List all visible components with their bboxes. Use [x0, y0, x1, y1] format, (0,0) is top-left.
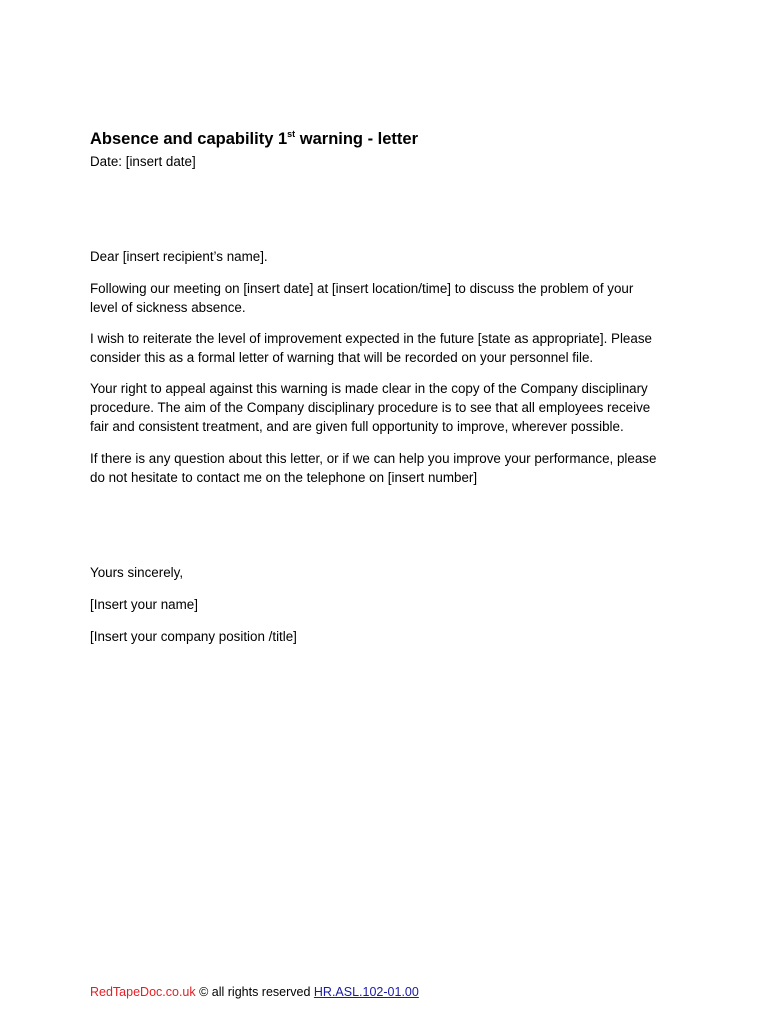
paragraph-improvement — [90, 329, 690, 367]
signature-name: [Insert your name] — [90, 597, 198, 612]
paragraph-line: consider this as a formal letter of warning that will be recorded on your personnel file. — [90, 350, 594, 365]
paragraph-line: do not hesitate to contact me on the telephone on [insert number] — [90, 470, 478, 485]
title-suffix: warning - letter — [295, 130, 419, 148]
footer-reference-link[interactable]: HR.ASL.102-01.00 — [313, 985, 419, 999]
paragraph-line: I wish to reiterate the level of improvement expected in the future [state as appropriate]. Please — [90, 331, 652, 346]
paragraph-contact — [90, 449, 690, 487]
paragraph-line: Following our meeting on [insert date] at [insert location/time] to discuss the problem of your — [90, 281, 634, 296]
paragraph-appeal — [90, 379, 690, 436]
paragraph-meeting — [90, 279, 690, 317]
salutation: Dear [insert recipient’s name]. — [90, 249, 268, 264]
title-main: Absence and capability 1 — [90, 130, 288, 148]
title-superscript: st — [287, 128, 296, 139]
footer-copyright: © all rights reserved — [195, 985, 314, 999]
document-title — [90, 129, 418, 149]
footer — [90, 984, 419, 1001]
footer-brand-link[interactable]: RedTapeDoc.co.uk — [90, 985, 196, 999]
date-line: Date: [insert date] — [90, 154, 196, 169]
paragraph-line: procedure. The aim of the Company disciplinary procedure is to see that all employees receive — [90, 400, 651, 415]
paragraph-line: Your right to appeal against this warning is made clear in the copy of the Company disciplinary — [90, 381, 648, 396]
closing-line: Yours sincerely, — [90, 565, 184, 580]
paragraph-line: level of sickness absence. — [90, 300, 246, 315]
paragraph-line: fair and consistent treatment, and are given full opportunity to improve, wherever possible. — [90, 419, 624, 434]
paragraph-line: If there is any question about this letter, or if we can help you improve your performance, please — [90, 451, 657, 466]
signature-title: [Insert your company position /title] — [90, 629, 297, 644]
